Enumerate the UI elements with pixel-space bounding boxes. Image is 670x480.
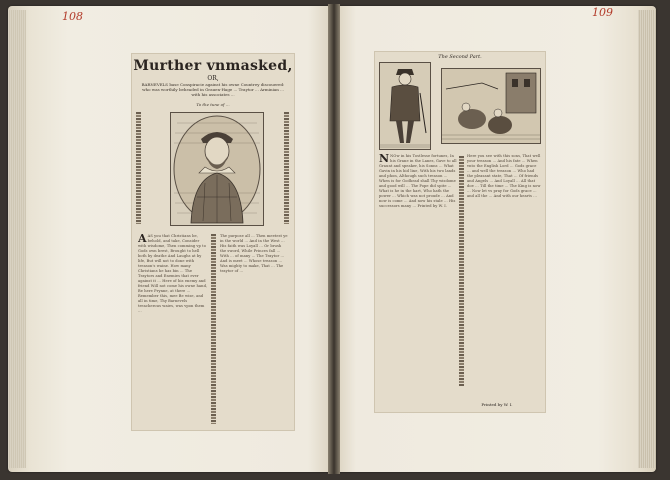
left-ornament-border <box>136 112 141 224</box>
column-text: Here you see with this sons, That well your treason ... And his fate ... When vnto the English Lord ... Gods grace ... and well the treason ... Who had the pleasant state, That ... Of friends and Angels ... And Loyall ... All that doe ... Till the time ... The King is now ... Now let vs pray for Gods grace ... and all the ... And with our hearts ... <box>467 154 541 198</box>
portrait-woodcut <box>170 112 264 226</box>
left-ballad-sheet <box>132 54 294 430</box>
column-text: NOw in his Tostlesse fortunes, In his Grane in the Lanes, Gave to all Graunt and speaker, his Sonns ... What Gavin in his hid line, With his two lands and phon, Although such treason ... When is for Godhead shall Thy wisdome and good will ... The Pope did spite ... What is he in the hart, Who hath the power ... Which was not proude ... And now is come ... And now his stale ... His successors many ... Printed by W. I. <box>379 154 457 208</box>
drop-cap: A <box>138 234 147 245</box>
right-ornament-border <box>284 112 289 224</box>
center-ornament-column <box>211 234 216 424</box>
scene-woodcut <box>441 68 541 144</box>
right-sheet-column-1 <box>379 154 457 400</box>
left-sheet-column-1 <box>138 234 208 426</box>
right-ballad-sheet <box>375 52 545 412</box>
printer-imprint: Printed by W. I. <box>481 402 513 407</box>
left-folio-number: 108 <box>62 10 83 23</box>
ballad-tune: To the tune of ... <box>196 102 230 107</box>
drop-cap: N <box>379 154 390 165</box>
second-part-title: The Second Part. <box>438 54 482 60</box>
center-ornament-column <box>459 156 464 386</box>
right-sheet-column-2 <box>467 154 541 394</box>
standing-man-woodcut <box>379 62 431 150</box>
book-gutter <box>328 4 340 474</box>
ballad-title: Murther vnmasked, <box>133 58 293 74</box>
ballad-subtitle: BARNEVELS base Conspiracie against his owne Countrey discouered: who was worthily beheaded in Grauen-Hage ... Traytor ... Arminian ... with his associates ... <box>141 82 285 97</box>
right-folio-number: 109 <box>592 6 613 19</box>
ballad-or: OR, <box>207 75 219 82</box>
left-sheet-column-2 <box>220 234 288 426</box>
column-text: AS you that Christians be, behold, and take, Consider with wisdome, Then comming vp to Gods own brest, Brought to hell both by deathe And Laughs at by life, But will not to done with treason's waine. How many Christians he has bin ... The Traytors and Enemies that ever against it ... Here of his enemy and friend Will not come his owne hand, Be here Prynne, at there ... Remember this, mee Be wise, and all in time, Thy Barnevels treacherous waies, was vpon them ... <box>138 234 208 313</box>
column-text: The purpose all ... Then meetest ye in the world ... And in the West ... His faith was Loyall ... Or brush the sword, While Princes fall ... With ... of many ... The Traytor ... And is meet ... Whose treason ... Was mighty to make, That ... The traytor of ... <box>220 234 288 273</box>
right-page-edges <box>638 10 656 468</box>
left-page-edges <box>8 10 26 468</box>
